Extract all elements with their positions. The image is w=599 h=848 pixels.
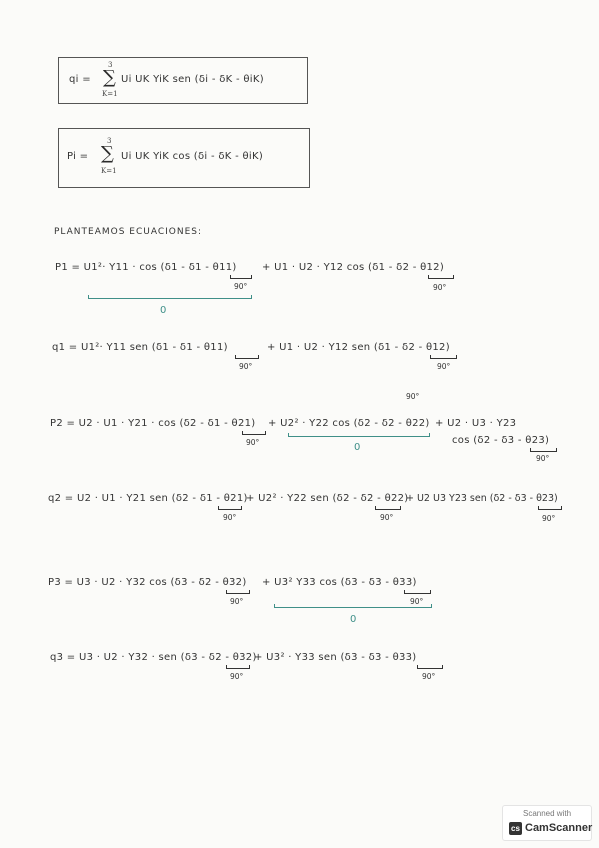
eq-p2-sub-a: 90°	[246, 438, 260, 447]
brace	[530, 448, 557, 452]
brace	[242, 431, 266, 435]
eq-p2-part-b: + U2² · Y22 cos (δ2 - δ2 - θ22)	[268, 418, 430, 429]
brace	[226, 665, 250, 669]
eq-q2-sub-b: 90°	[380, 513, 394, 522]
brace	[226, 590, 250, 594]
eq-q3-sub-b: 90°	[422, 672, 436, 681]
brace	[375, 506, 401, 510]
brace	[230, 275, 252, 279]
eq-p1-part-a: P1 = U1²· Y11 · cos (δ1 - δ1 - θ11)	[55, 262, 237, 273]
brace	[218, 506, 242, 510]
brace	[235, 355, 259, 359]
eq-p1-sub-a: 90°	[234, 282, 248, 291]
camscanner-logo-icon: cs	[509, 822, 522, 835]
sigma-icon: ∑	[103, 67, 116, 88]
eq-p1-zero: 0	[160, 305, 167, 316]
eq-p2-sup-b: 90°	[406, 392, 420, 401]
p-formula-body: Ui UK YiK cos (δi - δK - θiK)	[121, 151, 264, 162]
sigma-icon: ∑	[101, 143, 114, 164]
eq-p3-sub-a: 90°	[230, 597, 244, 606]
section-heading: PLANTEAMOS ECUACIONES:	[54, 227, 203, 237]
stamp-line1: Scanned with	[522, 809, 572, 818]
eq-p2-part-c: + U2 · U3 · Y23	[435, 418, 517, 429]
zero-underline	[288, 436, 430, 437]
eq-q3-part-a: q3 = U3 · U2 · Y32 · sen (δ3 - δ2 - θ32)	[50, 652, 257, 663]
p-formula-lhs: Pi =	[67, 151, 89, 162]
camscanner-stamp	[502, 805, 592, 841]
p-sum-upper: 3	[107, 137, 112, 145]
eq-q1-sub-b: 90°	[437, 362, 451, 371]
eq-p3-sub-b: 90°	[410, 597, 424, 606]
eq-p3-zero: 0	[350, 614, 357, 625]
eq-q2-part-a: q2 = U2 · U1 · Y21 sen (δ2 - δ1 - θ21)	[48, 493, 248, 504]
q-formula-box	[58, 57, 308, 104]
eq-p2-part-a: P2 = U2 · U1 · Y21 · cos (δ2 - δ1 - θ21)	[50, 418, 256, 429]
eq-p1-sub-b: 90°	[433, 283, 447, 292]
eq-p3-part-a: P3 = U3 · U2 · Y32 cos (δ3 - δ2 - θ32)	[48, 577, 247, 588]
eq-p1-part-b: + U1 · U2 · Y12 cos (δ1 - δ2 - θ12)	[262, 262, 445, 273]
eq-p2-zero: 0	[354, 442, 361, 453]
q-sum-upper: 3	[108, 61, 113, 69]
eq-q2-sub-a: 90°	[223, 513, 237, 522]
eq-p2-part-d: cos (δ2 - δ3 - θ23)	[452, 435, 550, 446]
eq-q3-part-b: + U3² · Y33 sen (δ3 - δ3 - θ33)	[254, 652, 417, 663]
p-formula-box	[58, 128, 310, 188]
q-sum-lower: K=1	[102, 90, 118, 98]
brace	[404, 590, 431, 594]
eq-q2-part-c: + U2 U3 Y23 sen (δ2 - δ3 - θ23)	[406, 493, 558, 504]
eq-q1-sub-a: 90°	[239, 362, 253, 371]
eq-q2-sub-c: 90°	[542, 514, 556, 523]
eq-q1-part-a: q1 = U1²· Y11 sen (δ1 - δ1 - θ11)	[52, 342, 228, 353]
brace	[430, 355, 457, 359]
q-formula-body: Ui UK YiK sen (δi - δK - θiK)	[121, 74, 264, 85]
stamp-line2: CamScanner	[525, 822, 593, 834]
eq-q2-part-b: + U2² · Y22 sen (δ2 - δ2 - θ22)	[246, 493, 409, 504]
brace	[428, 275, 454, 279]
eq-p2-sub-d: 90°	[536, 454, 550, 463]
eq-q3-sub-a: 90°	[230, 672, 244, 681]
q-formula-lhs: qi =	[69, 74, 91, 85]
zero-underline	[88, 298, 252, 299]
brace	[538, 506, 562, 510]
p-sum-lower: K=1	[101, 167, 117, 175]
brace	[417, 665, 443, 669]
eq-q1-part-b: + U1 · U2 · Y12 sen (δ1 - δ2 - θ12)	[267, 342, 450, 353]
eq-p3-part-b: + U3² Y33 cos (δ3 - δ3 - θ33)	[262, 577, 417, 588]
zero-underline	[274, 607, 432, 608]
